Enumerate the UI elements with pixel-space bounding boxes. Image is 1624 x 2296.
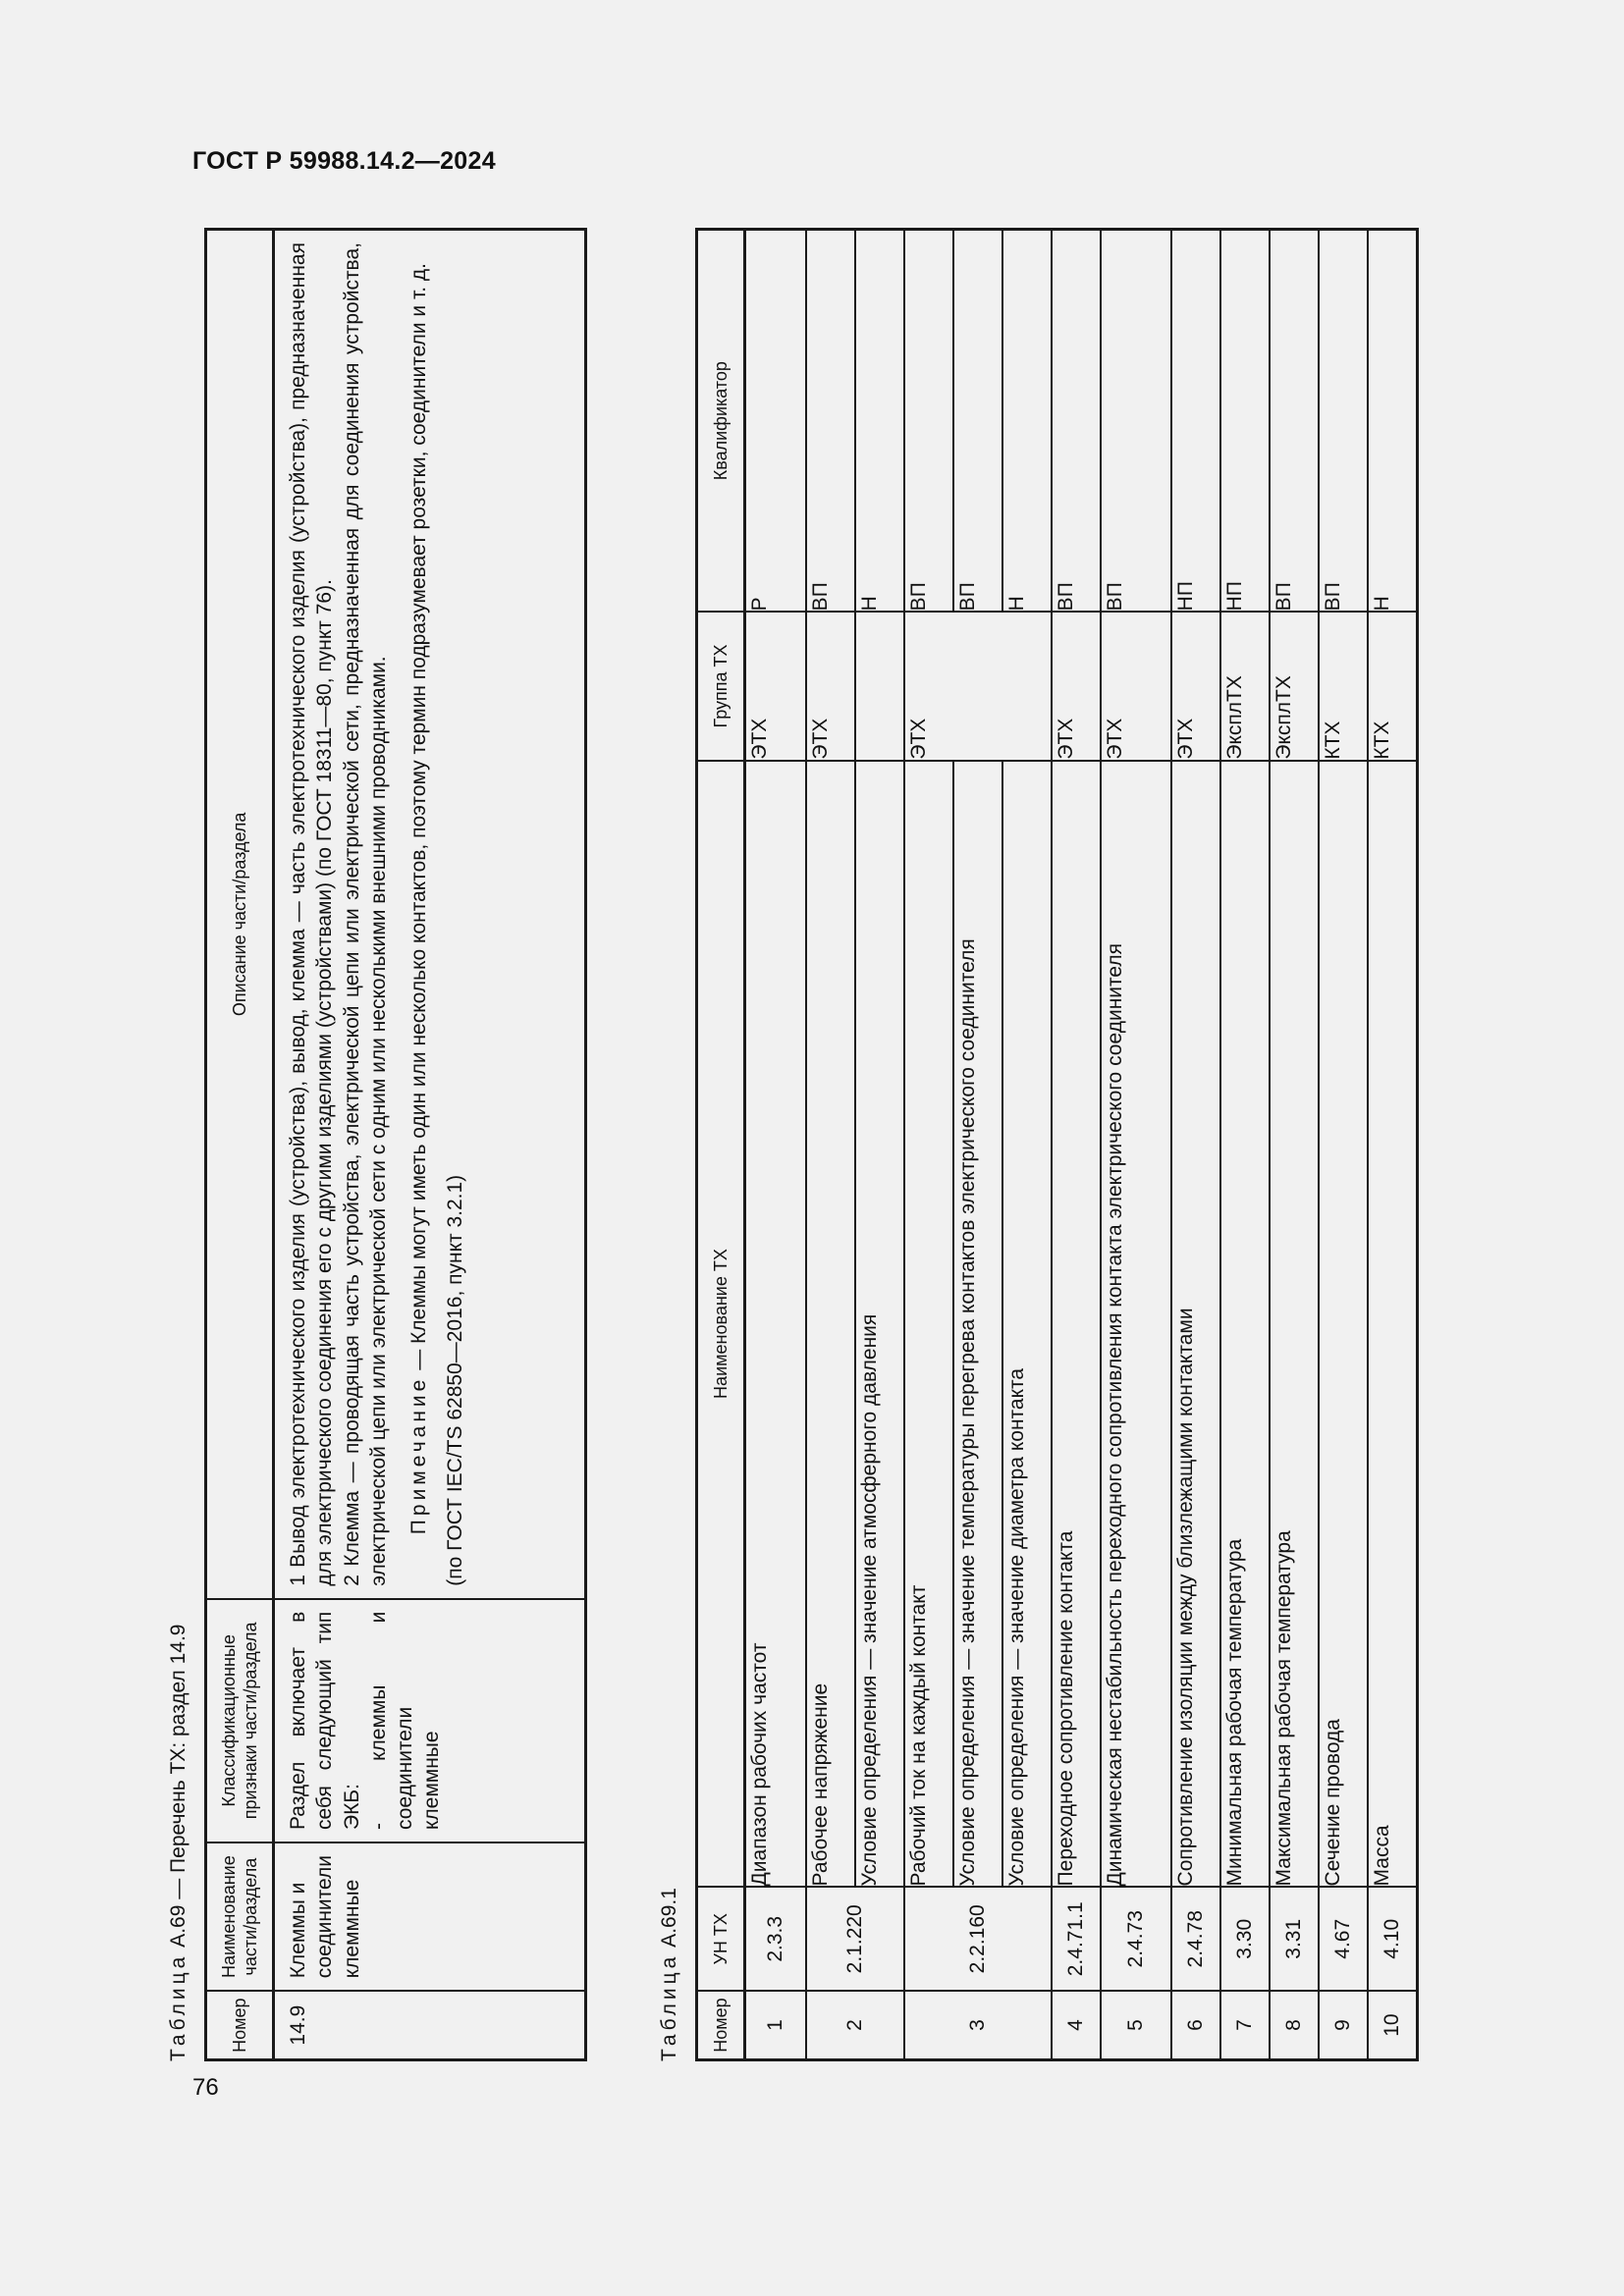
t2-cell-un: 4.10: [1368, 1887, 1418, 1991]
t2-cell-name: Масса: [1368, 761, 1418, 1888]
table-row: [806, 230, 855, 2060]
t2-cell-un: 2.3.3: [745, 1887, 807, 1991]
note-text: — Клеммы могут иметь один или несколько контактов, поэтому термин подразумевает розетки, соединители и т. д.: [407, 262, 431, 1376]
t2-cell-name: Рабочий ток на каждый контакт: [904, 761, 953, 1888]
t2-header-3: Наименование ТХ: [697, 761, 745, 1888]
t2-cell-group: КТХ: [1368, 612, 1418, 760]
table-row: [1368, 230, 1418, 2060]
t2-cell-qualifier: Н: [1002, 230, 1052, 613]
table-row: [1270, 230, 1319, 2060]
t2-header-5: Квалификатор: [697, 230, 745, 613]
desc-1: 1 Вывод электротехнического изделия (устройства), вывод, клемма — часть электротехнического изделия (устройства), предназначенная для электрического соединения его с другими изделиями (устройствами) (по ГОСТ 18311—80, пункт 76).: [287, 242, 337, 1586]
t2-cell-qualifier: ВП: [1052, 230, 1101, 613]
table-a69: [204, 228, 587, 2061]
t2-cell-un: 2.2.160: [904, 1887, 1052, 1991]
t2-cell-number: 9: [1319, 1991, 1368, 2059]
table-a69-1: [695, 228, 1419, 2061]
t2-cell-un: 2.4.73: [1101, 1887, 1171, 1991]
t2-cell-qualifier: Н: [855, 230, 904, 613]
table-row: [1171, 230, 1220, 2060]
t2-cell-qualifier: ВП: [1101, 230, 1171, 613]
t1-cell-name: Клеммы и соединители клеммные: [274, 1842, 586, 1991]
t2-cell-group: ЭТХ: [745, 612, 807, 760]
t2-cell-un: 3.30: [1220, 1887, 1270, 1991]
t2-cell-name: Динамическая нестабильность переходного сопротивления контакта электрического соединителя: [1101, 761, 1171, 1888]
note: [406, 242, 432, 1586]
t2-cell-number: 8: [1270, 1991, 1319, 2059]
t2-cell-name: Переходное сопротивление контакта: [1052, 761, 1101, 1888]
table-row: [1002, 230, 1052, 2060]
table2-caption-word: Таблица: [658, 1952, 680, 2061]
document-header: ГОСТ Р 59988.14.2—2024: [192, 147, 496, 175]
t2-cell-number: 1: [745, 1991, 807, 2059]
t2-cell-un: 3.31: [1270, 1887, 1319, 1991]
t2-header-1: Номер: [697, 1991, 745, 2059]
table-row: [855, 230, 904, 2060]
note-word: Примечание: [407, 1375, 431, 1535]
t2-cell-qualifier: ВП: [1270, 230, 1319, 613]
desc-2: 2 Клемма — проводящая часть устройства, электрической цепи или электрической сети, предназначенная для соединения устройства, электрической цепи или электрической сети с одним или несколькими внешними проводниками.: [340, 242, 390, 1586]
t2-cell-qualifier: ВП: [1319, 230, 1368, 613]
t2-cell-un: 4.67: [1319, 1887, 1368, 1991]
table-row: [953, 230, 1002, 2060]
t2-header-4: Группа ТХ: [697, 612, 745, 760]
t2-cell-number: 2: [806, 1991, 904, 2059]
t1-header-2: Наименование части/раздела: [206, 1842, 274, 1991]
t2-cell-group: ЭксплТХ: [1270, 612, 1319, 760]
t2-cell-group: [855, 612, 904, 760]
t2-cell-name: Сечение провода: [1319, 761, 1368, 1888]
t2-cell-qualifier: ВП: [904, 230, 953, 613]
table-row: [745, 230, 807, 2060]
table-row: [1101, 230, 1171, 2060]
t2-cell-un: 2.1.220: [806, 1887, 904, 1991]
table1-caption: [167, 1625, 190, 2061]
t1-header-3: Классификационные признаки части/раздела: [206, 1599, 274, 1842]
t2-cell-number: 4: [1052, 1991, 1101, 2059]
t1-header-1: Номер: [206, 1991, 274, 2059]
t2-cell-name: Диапазон рабочих частот: [745, 761, 807, 1888]
page-number: 76: [192, 2074, 219, 2101]
t2-cell-un: 2.4.78: [1171, 1887, 1220, 1991]
t2-cell-group: ЭТХ: [806, 612, 855, 760]
t2-cell-qualifier: Н: [1368, 230, 1418, 613]
t2-cell-qualifier: НП: [1171, 230, 1220, 613]
t2-cell-number: 3: [904, 1991, 1052, 2059]
table-row: [1319, 230, 1368, 2060]
t2-cell-group: ЭТХ: [1171, 612, 1220, 760]
table-row: [1052, 230, 1101, 2060]
t2-cell-number: 7: [1220, 1991, 1270, 2059]
t1-cell-number: 14.9: [274, 1991, 586, 2059]
table-row: [1220, 230, 1270, 2060]
table-row: [904, 230, 953, 2060]
t2-cell-name: Максимальная рабочая температура: [1270, 761, 1319, 1888]
t2-cell-name: Условие определения — значение температуры перегрева контактов электрического соединителя: [953, 761, 1002, 1888]
t2-cell-group: КТХ: [1319, 612, 1368, 760]
table2-caption-text: А.69.1: [658, 1888, 680, 1948]
t2-cell-number: 5: [1101, 1991, 1171, 2059]
t2-cell-group: ЭксплТХ: [1220, 612, 1270, 760]
t2-cell-name: Рабочее напряжение: [806, 761, 855, 1888]
source-reference: (по ГОСТ IEC/TS 62850—2016, пункт 3.2.1): [444, 1174, 467, 1586]
t2-cell-group: ЭТХ: [1052, 612, 1101, 760]
t2-cell-qualifier: Р: [745, 230, 807, 613]
table1-caption-word: Таблица: [167, 1952, 189, 2061]
t2-cell-un: 2.4.71.1: [1052, 1887, 1101, 1991]
t2-cell-name: Условие определения — значение диаметра контакта: [1002, 761, 1052, 1888]
t2-cell-qualifier: НП: [1220, 230, 1270, 613]
t2-cell-qualifier: ВП: [806, 230, 855, 613]
t1-cell-description: [274, 230, 586, 1599]
table1-caption-text: А.69 — Перечень ТХ: раздел 14.9: [167, 1624, 189, 1948]
table2-caption: [658, 1888, 681, 2061]
features-intro: Раздел включает в себя следующий тип ЭКБ:: [287, 1611, 363, 1831]
rotated-content: [167, 226, 1434, 2061]
t2-cell-name: Условие определения — значение атмосферного давления: [855, 761, 904, 1888]
t2-cell-group: ЭТХ: [904, 612, 1052, 760]
t1-header-4: Описание части/раздела: [206, 230, 274, 1599]
t2-cell-number: 10: [1368, 1991, 1418, 2059]
t2-cell-name: Сопротивление изоляции между близлежащими контактами: [1171, 761, 1220, 1888]
t2-cell-group: ЭТХ: [1101, 612, 1171, 760]
t2-header-2: УН ТХ: [697, 1887, 745, 1991]
t2-cell-number: 6: [1171, 1991, 1220, 2059]
t1-cell-features: [274, 1599, 586, 1842]
t2-cell-name: Минимальная рабочая температура: [1220, 761, 1270, 1888]
t2-cell-qualifier: ВП: [953, 230, 1002, 613]
features-item: - клеммы и соединители клеммные: [366, 1611, 444, 1831]
